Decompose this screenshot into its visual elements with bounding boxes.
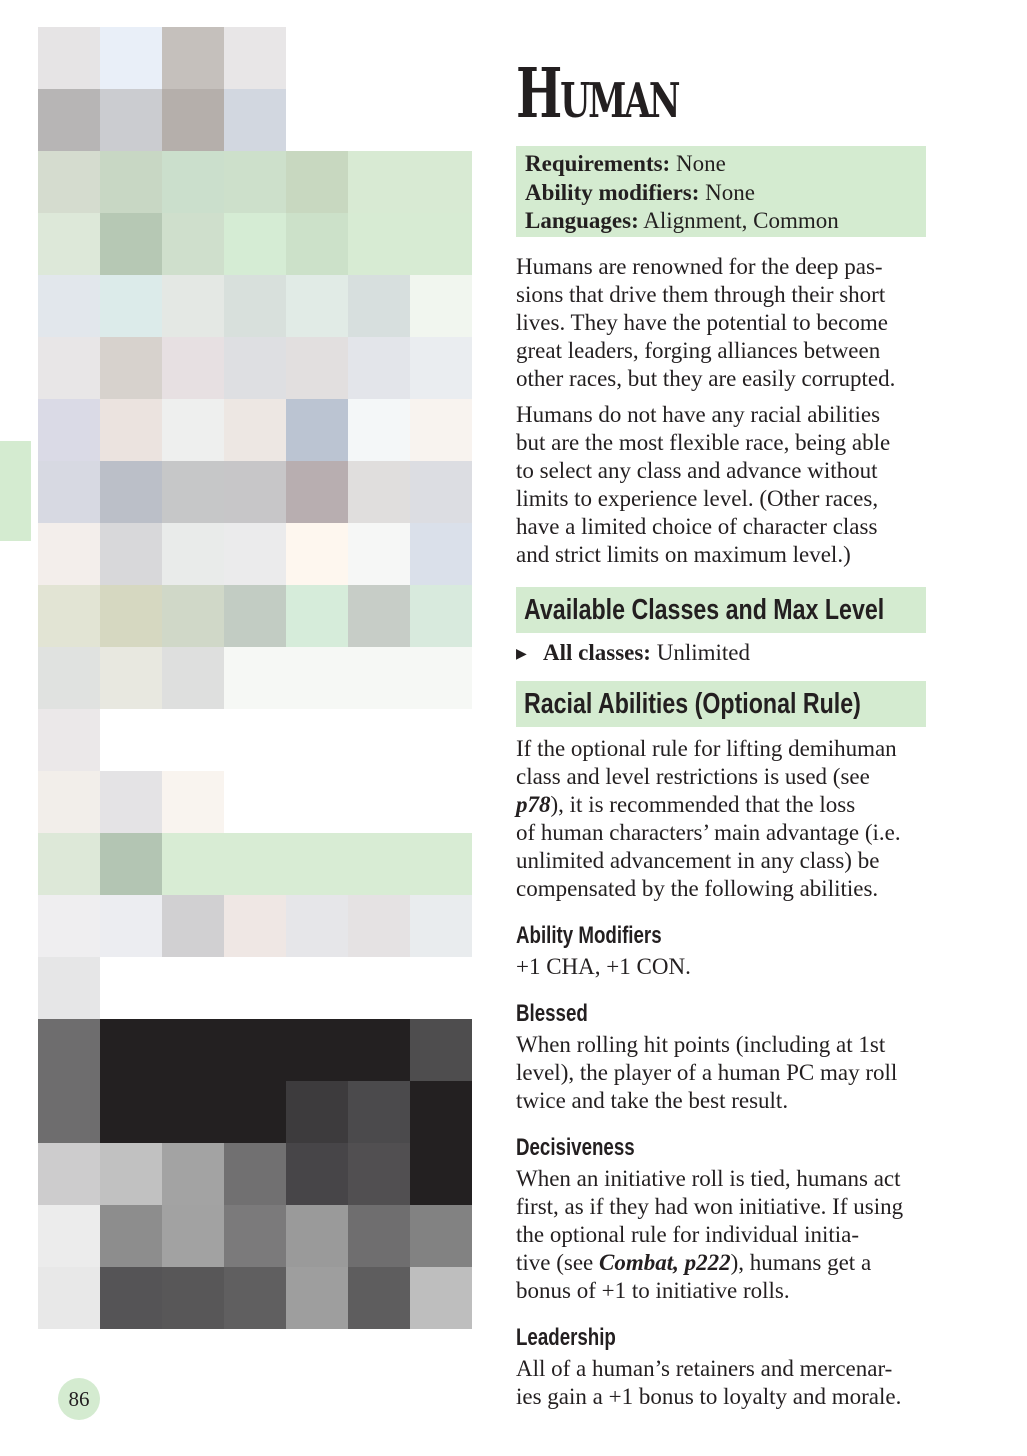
illustration-pixel	[286, 647, 348, 709]
illustration-pixel	[224, 399, 286, 461]
illustration-pixel	[224, 1143, 286, 1205]
title-initial: H	[516, 54, 561, 134]
illustration-pixel	[348, 1143, 410, 1205]
illustration-pixel	[38, 1205, 100, 1267]
stat-requirements: Requirements: None	[525, 151, 726, 176]
racial-abilities-heading: Racial Abilities (Optional Rule)	[516, 681, 926, 727]
illustration-pixel	[100, 895, 162, 957]
illustration-pixel	[286, 895, 348, 957]
illustration-pixel	[162, 585, 224, 647]
illustration-pixel	[38, 213, 100, 275]
illustration-pixel	[286, 1143, 348, 1205]
illustration-pixel	[162, 523, 224, 585]
illustration-pixel	[224, 523, 286, 585]
illustration-pixel	[348, 151, 410, 213]
illustration-pixel	[162, 647, 224, 709]
illustration-pixel	[224, 461, 286, 523]
illustration-pixel	[348, 1019, 410, 1081]
illustration-pixel	[38, 585, 100, 647]
illustration-pixel	[38, 461, 100, 523]
illustration-pixel	[38, 89, 100, 151]
illustration-pixel	[286, 1205, 348, 1267]
illustration-pixel	[410, 1143, 472, 1205]
illustration-pixel	[286, 523, 348, 585]
illustration-pixel	[286, 833, 348, 895]
illustration-pixel	[348, 523, 410, 585]
illustration-pixel	[100, 1267, 162, 1329]
ability-text: +1 CHA, +1 CON.	[516, 953, 691, 979]
illustration-pixel	[410, 337, 472, 399]
illustration-pixel	[100, 213, 162, 275]
illustration-pixel	[100, 523, 162, 585]
illustration-pixel	[38, 337, 100, 399]
illustration-pixel	[162, 27, 224, 89]
illustration-pixel	[348, 1205, 410, 1267]
illustration-pixel	[224, 1019, 286, 1081]
illustration-pixel	[410, 399, 472, 461]
illustration-pixel	[100, 1143, 162, 1205]
illustration-pixel	[38, 1019, 100, 1081]
illustration-pixel	[100, 647, 162, 709]
illustration-pixel	[224, 27, 286, 89]
illustration-pixel	[286, 151, 348, 213]
illustration-pixel	[348, 833, 410, 895]
stat-ability-modifiers: Ability modifiers: None	[525, 179, 755, 205]
character-illustration	[38, 27, 472, 1327]
illustration-pixel	[410, 523, 472, 585]
illustration-pixel	[38, 27, 100, 89]
illustration-pixel	[100, 771, 162, 833]
ability-text: All of a human’s retainers and mercenar- ies gain a +1 bonus to loyalty and morale.	[516, 1355, 902, 1409]
racial-intro-paragraph: If the optional rule for lifting demihuman class and level restrictions is used (see p78), it is recommended that the loss of human characters’ main advantage (i.e. unlimited advancement in any class) be compensated by the following abilities.	[516, 735, 901, 901]
ability-text: When rolling hit points (including at 1st level), the player of a human PC may roll twice and take the best result.	[516, 1031, 898, 1113]
illustration-pixel	[410, 1205, 472, 1267]
illustration-pixel	[348, 461, 410, 523]
intro-paragraph: Humans are renowned for the deep pas- sions that drive them through their short lives. They have the potential to become great leaders, forging alliances between other races, but they are easily corrupted.	[516, 253, 896, 391]
ability-heading: Decisiveness	[516, 1133, 635, 1161]
illustration-pixel	[100, 275, 162, 337]
illustration-pixel	[162, 399, 224, 461]
illustration-pixel	[286, 337, 348, 399]
illustration-pixel	[162, 833, 224, 895]
illustration-pixel	[100, 399, 162, 461]
illustration-pixel	[348, 1267, 410, 1329]
illustration-pixel	[224, 1267, 286, 1329]
illustration-pixel	[286, 275, 348, 337]
illustration-pixel	[286, 213, 348, 275]
illustration-pixel	[224, 1205, 286, 1267]
illustration-pixel	[162, 771, 224, 833]
illustration-pixel	[410, 833, 472, 895]
illustration-pixel	[100, 151, 162, 213]
ability-heading: Leadership	[516, 1323, 616, 1351]
illustration-pixel	[410, 1019, 472, 1081]
illustration-pixel	[286, 585, 348, 647]
illustration-pixel	[162, 1267, 224, 1329]
illustration-pixel	[224, 275, 286, 337]
illustration-pixel	[224, 585, 286, 647]
illustration-pixel	[38, 771, 100, 833]
illustration-pixel	[38, 523, 100, 585]
illustration-pixel	[162, 1081, 224, 1143]
illustration-pixel	[286, 1267, 348, 1329]
illustration-pixel	[410, 275, 472, 337]
illustration-pixel	[162, 89, 224, 151]
illustration-pixel	[224, 337, 286, 399]
illustration-pixel	[410, 151, 472, 213]
illustration-pixel	[38, 957, 100, 1019]
illustration-pixel	[38, 895, 100, 957]
illustration-pixel	[410, 1081, 472, 1143]
bullet-arrow-icon: ▶	[516, 646, 527, 662]
race-stat-box	[516, 146, 926, 237]
illustration-pixel	[38, 275, 100, 337]
intro-paragraph: Humans do not have any racial abilities but are the most flexible race, being able to select any class and advance without limits to experience level. (Other races, have a limited choice of character class and strict limits on maximum level.)	[516, 401, 891, 567]
illustration-pixel	[100, 1019, 162, 1081]
illustration-pixel	[286, 461, 348, 523]
illustration-pixel	[162, 213, 224, 275]
illustration-pixel	[38, 151, 100, 213]
illustration-pixel	[162, 1143, 224, 1205]
illustration-pixel	[224, 213, 286, 275]
illustration-pixel	[224, 89, 286, 151]
page-reference: p78	[516, 791, 551, 817]
illustration-pixel	[162, 1019, 224, 1081]
illustration-pixel	[100, 585, 162, 647]
illustration-pixel	[100, 461, 162, 523]
illustration-pixel	[100, 833, 162, 895]
illustration-pixel	[38, 1081, 100, 1143]
illustration-pixel	[100, 1081, 162, 1143]
illustration-pixel	[162, 895, 224, 957]
illustration-pixel	[162, 337, 224, 399]
illustration-pixel	[410, 895, 472, 957]
illustration-pixel	[162, 461, 224, 523]
illustration-pixel	[38, 399, 100, 461]
illustration-pixel	[348, 275, 410, 337]
illustration-pixel	[410, 213, 472, 275]
illustration-pixel	[348, 213, 410, 275]
illustration-pixel	[38, 1143, 100, 1205]
ability-heading: Blessed	[516, 999, 588, 1027]
illustration-pixel	[100, 89, 162, 151]
illustration-pixel	[410, 585, 472, 647]
chapter-edge-tab	[0, 441, 31, 541]
illustration-pixel	[348, 337, 410, 399]
illustration-pixel	[348, 1081, 410, 1143]
illustration-pixel	[286, 1081, 348, 1143]
illustration-pixel	[100, 27, 162, 89]
illustration-pixel	[224, 895, 286, 957]
illustration-pixel	[224, 151, 286, 213]
content-column	[516, 44, 926, 1411]
illustration-pixel	[162, 275, 224, 337]
illustration-pixel	[224, 833, 286, 895]
illustration-pixel	[224, 647, 286, 709]
illustration-pixel	[410, 1267, 472, 1329]
illustration-pixel	[348, 647, 410, 709]
illustration-pixel	[286, 1019, 348, 1081]
stat-languages: Languages: Alignment, Common	[525, 208, 839, 233]
ability-heading: Ability Modifiers	[516, 921, 662, 949]
page-reference: Combat, p222	[599, 1249, 731, 1275]
title-rest: UMAN	[560, 73, 679, 129]
illustration-pixel	[38, 833, 100, 895]
illustration-pixel	[38, 709, 100, 771]
page-number: 86	[58, 1378, 100, 1420]
illustration-pixel	[38, 1267, 100, 1329]
illustration-pixel	[348, 399, 410, 461]
illustration-pixel	[286, 399, 348, 461]
illustration-pixel	[162, 151, 224, 213]
page-title	[516, 44, 811, 144]
list-item: ▶ All classes: Unlimited	[516, 639, 926, 669]
illustration-pixel	[162, 1205, 224, 1267]
classes-section-heading: Available Classes and Max Level	[516, 587, 926, 633]
illustration-pixel	[224, 1081, 286, 1143]
illustration-pixel	[38, 647, 100, 709]
illustration-pixel	[410, 461, 472, 523]
illustration-pixel	[348, 895, 410, 957]
illustration-pixel	[410, 647, 472, 709]
ability-text: When an initiative roll is tied, humans act first, as if they had won initiative. If using the optional rule for individual initia- tive (see Combat, p222), humans get a bonus of +1 to initiative rolls.	[516, 1165, 904, 1303]
illustration-pixel	[100, 337, 162, 399]
illustration-pixel	[100, 1205, 162, 1267]
illustration-pixel	[348, 585, 410, 647]
